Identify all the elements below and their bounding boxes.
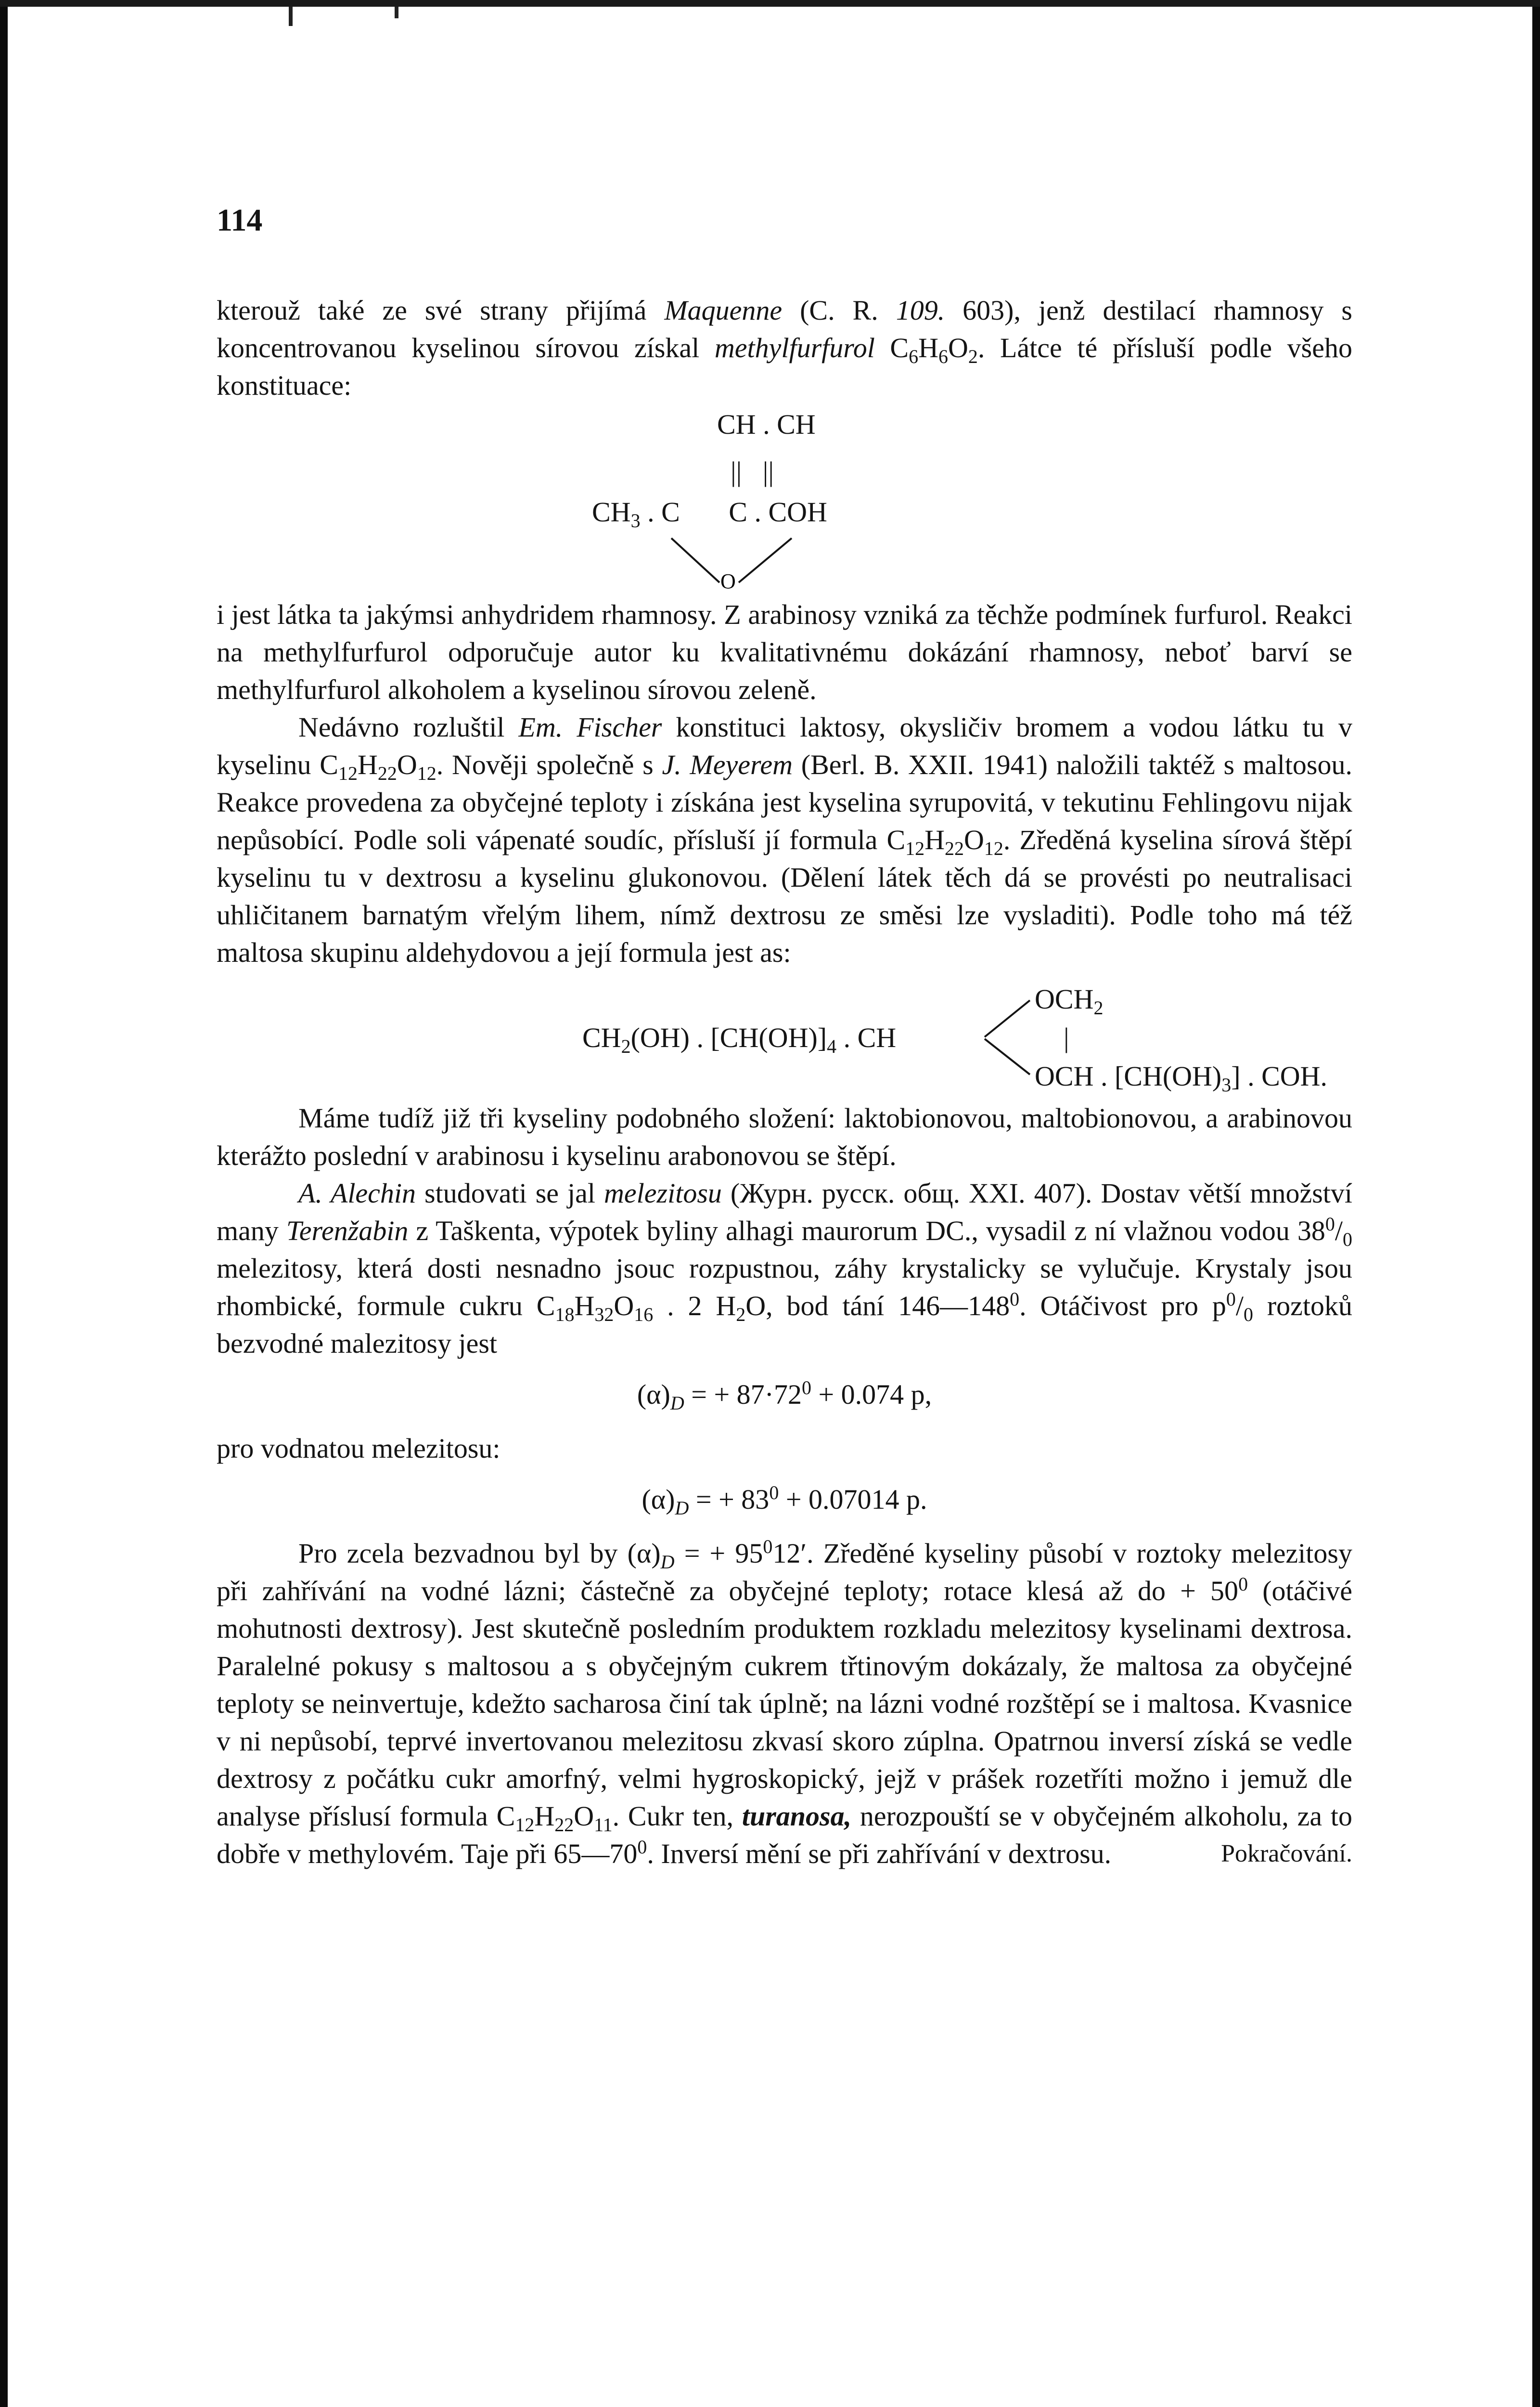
formula2-bottom: OCH . $[CH(OH)_3]$ . COH. — [1035, 1061, 1328, 1096]
continued-note: Pokračování. — [1221, 1840, 1352, 1867]
paragraph-2: i jest látka ta jakýmsi anhydridem rhamnosy. Z arabinosy vzniká za těchže podmínek furfurol. Reakci na methylfurfurol odporučuje autor ku kvalitativnému dokázání rhamnosy, neboť barví se methylfurfurol alkoholem a kyselinou sírovou zeleně. — [217, 599, 1352, 705]
methylfurfurol-formula — [217, 408, 1352, 596]
formula1-double-bonds: || || — [731, 456, 774, 487]
paragraph-1: kterouž také ze své strany přijímá Maquenne (C. R. 109. 603), jenž destilací rhamnosy s koncentrovanou kyselinou sírovou získal methylfurfurol $C_6H_6O_2$. Látce té přísluší podle všeho konstituace: — [217, 295, 1352, 401]
scan-border-left — [0, 0, 8, 2407]
paragraph-3: Nedávno rozluštil Em. Fischer konstituci laktosy, okysličiv bromem a vodou látku tu v kyselinu $C_{12}H_{22}O_{12}$. Nověji společně s J. Meyerem (Berl. B. XXII. 1941) naložili taktéž s maltosou. Reakce provedena za obyčejné teploty i získána jest kyselina syrupovitá, v tekutinu Fehlingovu nijak nepůsobící. Podle soli vápenaté soudíc, přísluší jí formula $C_{12}H_{22}O_{12}$. Zředěná kyselina sírová štěpí kyselinu tu v dextrosu a kyselinu glukonovou. (Dělení látek těch dá se provésti po neutralisaci uhličitanem barnatým vřelým lihem, nímž dextrosu ze směsi lze vysladiti). Podle toho má též maltosa skupinu aldehydovou a její formula jest as: — [217, 712, 1353, 968]
scan-mark — [289, 7, 293, 26]
paragraph-7: Pro zcela bezvadnou byl by $(\alpha)_D$ = + $95^012'$. Zředěné kyseliny působí v roztoky melezitosy při zahřívání na vodné lázni; částečně za obyčejné teploty; rotace klesá až do + $50^0$ (otáčivé mohutnosti dextrosy). Jest skutečně posledním produktem rozkladu melezitosy kyselinami dextrosa. Paralelné pokusy s maltosou a s obyčejným cukrem třtinovým dokázaly, že maltosa za obyčejné teploty se neinvertuje, kdežto sacharosa činí tak úplně; na lázni vodné rozštěpí se i maltosa. Kvasnice v ni nepůsobí, teprvé invertovanou melezitosu zkvasí skoro zúplna. Opatrnou inversí získá se vedle dextrosy z počátku cukr amorfný, velmi hygroskopický, jejž v prášek rozetříti možno i jemuž dle analyse příslusí formula $C_{12}H_{22}O_{11}$. Cukr ten, turanosa, nerozpouští se v obyčejném alkoholu, za to dobře v methylovém. Taje při $65—70^0$. Inversí mění se při zahřívání v dextrosu. Pokračování. — [217, 1535, 1352, 1873]
paragraph-5: A. Alechin studovati se jal melezitosu (Журн. русск. общ. XXI. 407). Dostav větší množství many Terenžabin z Taškenta, výpotek byliny alhagi maurorum DC., vysadil z ní vlažnou vodou $38^0/_0$ melezitosy, která dosti nesnadno jsouc rozpustnou, záhy krystalicky se vylučuje. Krystaly jsou rhombické, formule cukru $C_{18}H_{32}O_{16}$ . 2 $H_2O$, bod tání $146—148^0$. Otáčivost pro $p^0/_0$ roztoků bezvodné malezitosy jest — [217, 1178, 1353, 1359]
formula2-branch-lines — [982, 989, 1040, 1085]
page-number: 114 — [217, 203, 263, 238]
formula2-och2: $OCH_2$ — [1035, 984, 1104, 1019]
formula1-middle: $CH_3$ . C C . COH — [592, 496, 827, 531]
paragraph-4: Máme tudíž již tři kyseliny podobného složení: laktobionovou, maltobionovou, a arabinovou kterážto poslední v arabinosu i kyselinu arabonovou se štěpí. — [217, 1102, 1352, 1171]
rotation-equation-anhydrous: $(\alpha)_D$ = + $87\cdot 72^0 + 0.074$ p, — [637, 1377, 932, 1414]
formula1-ring-bonds — [657, 534, 821, 592]
formula1-oxygen: O — [720, 569, 736, 592]
formula2-main: $CH_2(OH)$ . $[CH(OH)]_4$ . CH — [582, 1022, 897, 1057]
paragraph-6: pro vodnatou melezitosu: — [217, 1433, 500, 1464]
formula1-top: CH . CH — [717, 409, 816, 440]
scan-border-right — [1532, 0, 1540, 2407]
scan-border-top — [0, 0, 1540, 7]
document-page — [217, 202, 1352, 1873]
rotation-equation-hydrated: $(\alpha)_D$ = + $83^0 + 0.07014$ p. — [642, 1482, 927, 1519]
scan-mark — [395, 7, 398, 18]
formula2-bond: | — [1064, 1022, 1069, 1053]
maltose-formula — [217, 975, 1352, 1096]
